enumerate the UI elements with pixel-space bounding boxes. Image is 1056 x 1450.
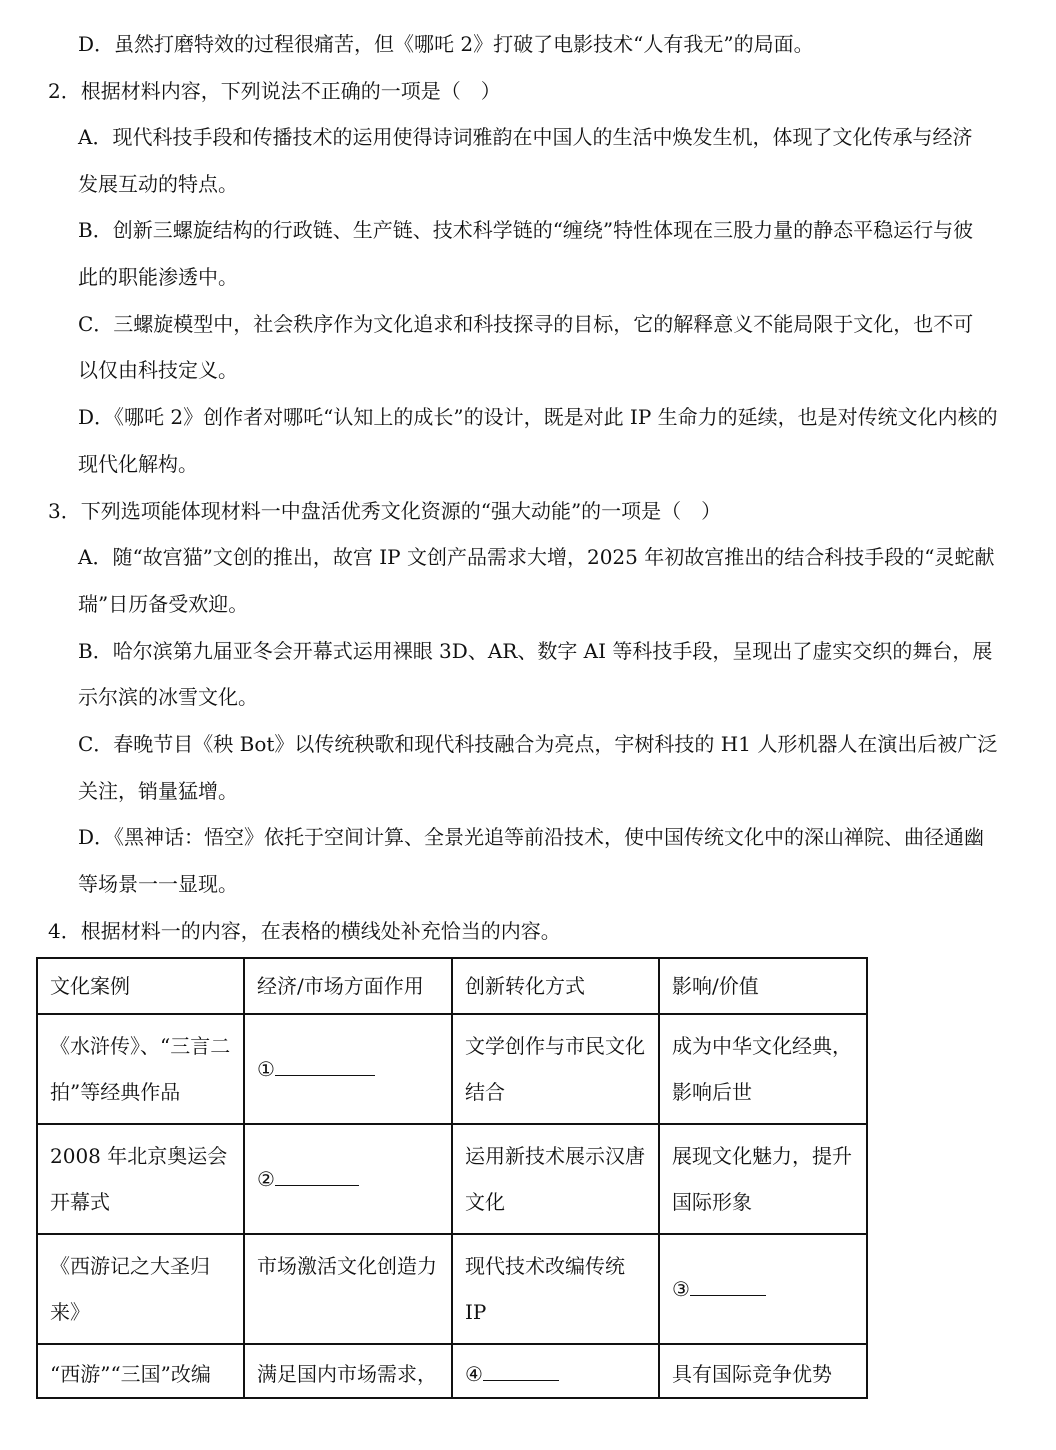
header-case: 文化案例 (37, 958, 244, 1014)
header-impact: 影响/价值 (659, 958, 867, 1014)
table-row (37, 1344, 867, 1398)
q3-option-b-line1: B．哈尔滨第九届亚冬会开幕式运用裸眼 3D、AR、数字 AI 等科技手段，呈现出了虚实交织的舞台，展 (78, 639, 993, 663)
q4-stem: 4．根据材料一的内容，在表格的横线处补充恰当的内容。 (48, 919, 561, 943)
blank-number: ② (257, 1167, 275, 1191)
blank-number: ① (257, 1057, 275, 1081)
cell-economic-blank[interactable] (244, 1014, 452, 1124)
cell-method: 运用新技术展示汉唐文化 (452, 1124, 659, 1234)
cell-case: 2008 年北京奥运会开幕式 (37, 1124, 244, 1234)
table-row (37, 1124, 867, 1234)
q2-option-d-line1: D．《哪吒 2》创作者对哪吒“认知上的成长”的设计，既是对此 IP 生命力的延续，也是对传统文化内核的 (78, 405, 998, 429)
q2-option-a-line1: A．现代科技手段和传播技术的运用使得诗词雅韵在中国人的生活中焕发生机，体现了文化传承与经济 (78, 125, 973, 149)
table-header-row (37, 958, 867, 1014)
answer-blank[interactable] (483, 1380, 559, 1381)
answer-blank[interactable] (275, 1185, 359, 1186)
q3-option-a-line1: A．随“故宫猫”文创的推出，故宫 IP 文创产品需求大增，2025 年初故宫推出的结合科技手段的“灵蛇献 (78, 545, 995, 569)
cell-method: 文学创作与市民文化结合 (452, 1014, 659, 1124)
q3-option-c-line2: 关注，销量猛增。 (78, 779, 238, 803)
cell-economic-blank[interactable] (244, 1124, 452, 1234)
table-row (37, 1234, 867, 1344)
q3-option-a-line2: 瑞”日历备受欢迎。 (78, 592, 249, 616)
q3-option-d-line2: 等场景一一显现。 (78, 872, 238, 896)
q2-stem: 2．根据材料内容，下列说法不正确的一项是（ ） (48, 79, 501, 103)
cell-case: 《西游记之大圣归来》 (37, 1234, 244, 1344)
header-method: 创新转化方式 (452, 958, 659, 1014)
header-economic: 经济/市场方面作用 (244, 958, 452, 1014)
q2-option-a-line2: 发展互动的特点。 (78, 172, 238, 196)
q1-option-d: D．虽然打磨特效的过程很痛苦，但《哪吒 2》打破了电影技术“人有我无”的局面。 (78, 32, 814, 56)
cell-economic: 市场激活文化创造力 (244, 1234, 452, 1344)
cell-impact: 成为中华文化经典，影响后世 (659, 1014, 867, 1124)
q2-option-d-line2: 现代化解构。 (78, 452, 198, 476)
table-row (37, 1014, 867, 1124)
q2-option-c-line1: C．三螺旋模型中，社会秩序作为文化追求和科技探寻的目标，它的解释意义不能局限于文化，也不可 (78, 312, 974, 336)
answer-blank[interactable] (275, 1075, 375, 1076)
cell-impact: 展现文化魅力，提升国际形象 (659, 1124, 867, 1234)
q2-option-b-line1: B．创新三螺旋结构的行政链、生产链、技术科学链的“缠绕”特性体现在三股力量的静态平稳运行与彼 (78, 218, 974, 242)
blank-number: ④ (465, 1362, 483, 1386)
cell-method: 现代技术改编传统 IP (452, 1234, 659, 1344)
cell-case: 《水浒传》、“三言二拍”等经典作品 (37, 1014, 244, 1124)
cell-case: “西游”“三国”改编 (37, 1344, 244, 1398)
q4-table (36, 957, 868, 1399)
q3-option-c-line1: C．春晚节目《秧 Bot》以传统秧歌和现代科技融合为亮点，宇树科技的 H1 人形机器人在演出后被广泛 (78, 732, 998, 756)
blank-number: ③ (672, 1277, 690, 1301)
q3-option-b-line2: 示尔滨的冰雪文化。 (78, 685, 258, 709)
q2-option-c-line2: 以仅由科技定义。 (78, 358, 238, 382)
cell-impact-blank[interactable] (659, 1234, 867, 1344)
cell-impact: 具有国际竞争优势 (659, 1344, 867, 1398)
q2-option-b-line2: 此的职能渗透中。 (78, 265, 238, 289)
cell-method-blank[interactable] (452, 1344, 659, 1398)
q3-stem: 3．下列选项能体现材料一中盘活优秀文化资源的“强大动能”的一项是（ ） (48, 499, 722, 523)
q3-option-d-line1: D．《黑神话：悟空》依托于空间计算、全景光追等前沿技术，使中国传统文化中的深山禅院、曲径通幽 (78, 825, 985, 849)
cell-economic: 满足国内市场需求， (244, 1344, 452, 1398)
answer-blank[interactable] (690, 1295, 766, 1296)
